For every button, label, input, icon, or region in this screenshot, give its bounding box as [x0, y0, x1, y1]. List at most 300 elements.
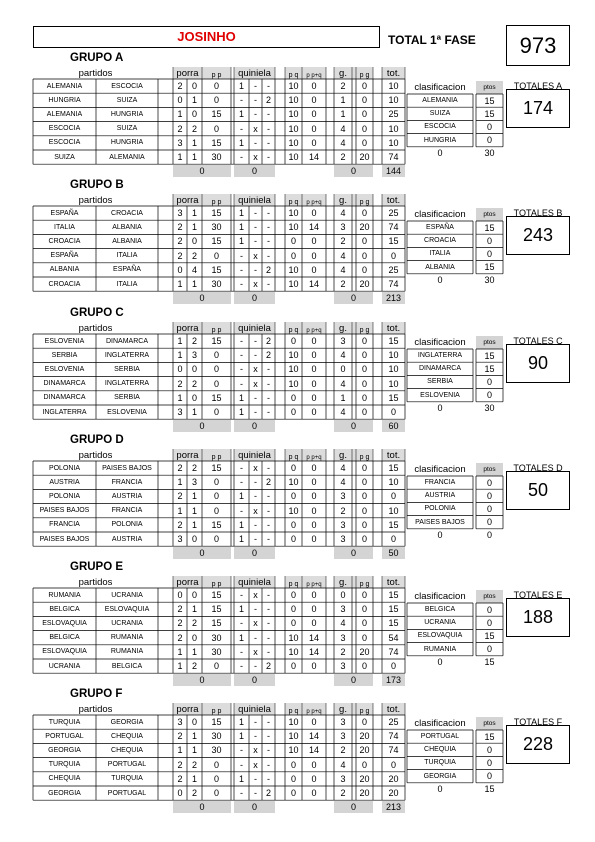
match-cell-pq: 0 [290, 534, 296, 545]
match-cell-pp: 15 [211, 463, 222, 474]
match-cell-tot: 25 [388, 109, 399, 120]
header-porra: porra [176, 577, 199, 588]
header-pg: p g [359, 72, 370, 79]
match-cell-quiniela-x: - [254, 264, 257, 275]
match-cell-away: ITALIA [116, 252, 138, 260]
match-cell-porra-home: 2 [177, 519, 183, 530]
group-c [0, 307, 595, 432]
match-cell-quiniela-1: 1 [238, 534, 244, 545]
match-cell-quiniela-x: x [253, 378, 258, 389]
match-cell-quiniela-1: 1 [238, 604, 244, 615]
match-cell-quiniela-2: - [267, 505, 270, 516]
match-cell-pq: 10 [288, 123, 299, 134]
match-cell-porra-home: 1 [177, 152, 183, 163]
header-ppq: p p+q [306, 73, 322, 79]
match-cell-quiniela-1: - [240, 788, 243, 799]
match-cell-porra-home: 0 [177, 590, 183, 601]
sum-g: 0 [334, 165, 373, 177]
match-cell-pg: 0 [361, 95, 367, 106]
match-cell-g: 3 [340, 731, 346, 742]
match-cell-away: TURQUIA [111, 775, 143, 783]
match-cell-porra-home: 1 [177, 109, 183, 120]
group-total-value: 50 [506, 471, 570, 510]
match-cell-ppq: 0 [311, 109, 317, 120]
match-cell-home: ESPAÑA [50, 209, 79, 217]
match-cell-ppq: 0 [311, 364, 317, 375]
match-cell-porra-home: 0 [177, 264, 183, 275]
clasificacion-team: ESLOVAQUIA [417, 632, 463, 640]
header-quiniela: quiniela [238, 323, 271, 334]
match-cell-quiniela-x: - [254, 137, 257, 148]
match-cell-porra-away: 1 [191, 95, 197, 106]
match-cell-pg: 20 [359, 222, 370, 233]
header-clasificacion: clasificacion [414, 591, 466, 602]
match-cell-pg: 0 [361, 590, 367, 601]
match-cell-pp: 15 [211, 392, 222, 403]
match-cell-home: ESLOVAQUIA [42, 619, 87, 627]
clasificacion-team: POLONIA [424, 505, 456, 513]
group-e [0, 561, 595, 686]
match-cell-quiniela-x: - [254, 236, 257, 247]
match-cell-ppq: 0 [311, 95, 317, 106]
match-cell-quiniela-x: x [253, 364, 258, 375]
totales-label: TOTALES B [513, 208, 563, 218]
match-cell-quiniela-1: - [240, 123, 243, 134]
sum-tot: 213 [382, 292, 405, 304]
clasificacion-team: SUIZA [429, 110, 451, 118]
match-cell-g: 1 [340, 95, 346, 106]
match-cell-tot: 0 [390, 534, 396, 545]
clasificacion-ptos: 15 [484, 731, 495, 742]
group-total-value: 90 [506, 344, 570, 383]
match-cell-home: CHEQUIA [48, 775, 81, 783]
match-cell-tot: 10 [388, 378, 399, 389]
match-cell-quiniela-2: - [267, 590, 270, 601]
match-cell-ppq: 0 [311, 250, 317, 261]
header-pg: p g [359, 454, 370, 461]
match-cell-quiniela-2: - [267, 208, 270, 219]
match-cell-pq: 10 [288, 208, 299, 219]
match-cell-pg: 0 [361, 477, 367, 488]
match-cell-porra-away: 2 [191, 123, 197, 134]
match-cell-quiniela-x: x [253, 152, 258, 163]
match-cell-porra-away: 0 [191, 534, 197, 545]
match-cell-pq: 0 [290, 336, 296, 347]
match-cell-home: ALEMANIA [46, 110, 83, 118]
header-porra: porra [176, 704, 199, 715]
match-cell-away: AUSTRIA [111, 492, 143, 500]
match-cell-pg: 0 [361, 336, 367, 347]
match-cell-pg: 0 [361, 505, 367, 516]
header-porra: porra [176, 450, 199, 461]
match-cell-pp: 30 [211, 731, 222, 742]
match-cell-pg: 0 [361, 208, 367, 219]
match-cell-g: 1 [340, 109, 346, 120]
match-cell-tot: 0 [390, 250, 396, 261]
match-cell-porra-away: 1 [191, 407, 197, 418]
match-cell-ppq: 0 [311, 392, 317, 403]
clasificacion-team: 0 [437, 403, 443, 414]
match-cell-porra-home: 2 [177, 378, 183, 389]
clasificacion-team: ESCOCIA [424, 123, 456, 131]
match-cell-pp: 0 [213, 378, 219, 389]
match-cell-g: 4 [340, 350, 346, 361]
match-cell-porra-away: 2 [191, 463, 197, 474]
sum-porra: 0 [173, 420, 231, 432]
match-cell-quiniela-x: x [253, 250, 258, 261]
clasificacion-ptos: 30 [484, 403, 495, 414]
header-pg: p g [359, 199, 370, 206]
group-a [0, 52, 595, 177]
match-cell-away: RUMANIA [110, 648, 144, 656]
match-cell-porra-home: 2 [177, 759, 183, 770]
match-cell-quiniela-x: - [254, 604, 257, 615]
match-cell-away: SERBIA [114, 394, 140, 402]
match-cell-pg: 0 [361, 236, 367, 247]
sum-quiniela: 0 [234, 674, 275, 686]
totales-label: TOTALES F [513, 717, 563, 727]
match-cell-tot: 10 [388, 137, 399, 148]
match-cell-g: 3 [340, 604, 346, 615]
match-cell-quiniela-2: - [267, 123, 270, 134]
match-cell-porra-home: 2 [177, 491, 183, 502]
match-cell-pg: 0 [361, 123, 367, 134]
match-cell-tot: 15 [388, 604, 399, 615]
match-cell-quiniela-x: - [254, 534, 257, 545]
match-cell-home: ITALIA [54, 223, 75, 231]
header-pp: p p [211, 708, 222, 715]
match-cell-quiniela-1: - [240, 378, 243, 389]
match-cell-quiniela-1: - [240, 477, 243, 488]
match-cell-g: 2 [340, 152, 346, 163]
match-cell-quiniela-2: 2 [265, 477, 271, 488]
match-cell-quiniela-1: - [240, 364, 243, 375]
header-ptos: ptos [476, 208, 503, 221]
match-cell-quiniela-1: 1 [238, 81, 244, 92]
match-cell-g: 3 [340, 773, 346, 784]
match-cell-quiniela-1: 1 [238, 208, 244, 219]
match-cell-quiniela-2: - [267, 152, 270, 163]
match-cell-quiniela-2: - [267, 463, 270, 474]
total-phase-value: 973 [506, 25, 570, 66]
total-phase-label: TOTAL 1ª FASE [388, 33, 476, 47]
match-cell-porra-home: 1 [177, 279, 183, 290]
match-cell-porra-home: 3 [177, 208, 183, 219]
match-cell-quiniela-x: - [254, 208, 257, 219]
header-pp: p p [211, 454, 222, 461]
match-cell-home: ESLOVENIA [44, 365, 85, 373]
match-cell-pq: 0 [290, 407, 296, 418]
match-cell-quiniela-2: 2 [265, 788, 271, 799]
header-ppq: p p+q [306, 709, 322, 715]
header-quiniela: quiniela [238, 68, 271, 79]
match-cell-porra-home: 2 [177, 250, 183, 261]
match-cell-away: CHEQUIA [111, 746, 143, 754]
match-cell-ppq: 0 [311, 264, 317, 275]
match-cell-pp: 30 [211, 745, 222, 756]
match-cell-home: BELGICA [49, 634, 80, 642]
clasificacion-team: FRANCIA [424, 479, 456, 487]
match-cell-g: 4 [340, 477, 346, 488]
match-cell-porra-away: 2 [191, 788, 197, 799]
match-cell-quiniela-2: 2 [265, 350, 271, 361]
match-cell-g: 4 [340, 759, 346, 770]
match-cell-ppq: 14 [308, 731, 319, 742]
clasificacion-ptos: 0 [486, 477, 492, 488]
match-cell-tot: 54 [388, 632, 399, 643]
match-cell-g: 3 [340, 519, 346, 530]
match-cell-g: 0 [340, 364, 346, 375]
match-cell-pp: 15 [211, 604, 222, 615]
header-pq: p q [288, 72, 299, 79]
header-pp: p p [211, 327, 222, 334]
match-cell-away: ESLOVAQUIA [104, 605, 150, 613]
match-cell-porra-away: 1 [191, 137, 197, 148]
match-cell-g: 3 [340, 632, 346, 643]
match-cell-porra-away: 0 [191, 364, 197, 375]
match-cell-quiniela-2: 2 [265, 264, 271, 275]
clasificacion-team: ESPAÑA [426, 224, 454, 232]
match-cell-quiniela-2: - [267, 250, 270, 261]
match-cell-g: 4 [340, 618, 346, 629]
clasificacion-ptos: 0 [486, 604, 492, 615]
match-cell-quiniela-1: - [240, 661, 243, 672]
match-cell-tot: 15 [388, 336, 399, 347]
match-cell-quiniela-2: - [267, 534, 270, 545]
match-cell-ppq: 0 [311, 759, 317, 770]
match-cell-pg: 0 [361, 137, 367, 148]
match-cell-quiniela-1: - [240, 463, 243, 474]
header-clasificacion: clasificacion [414, 464, 466, 475]
match-cell-quiniela-2: - [267, 519, 270, 530]
match-cell-pg: 0 [361, 364, 367, 375]
clasificacion-team: RUMANIA [423, 645, 457, 653]
match-cell-pq: 10 [288, 95, 299, 106]
match-cell-porra-away: 0 [191, 717, 197, 728]
match-cell-pg: 0 [361, 264, 367, 275]
player-name: JOSINHO [33, 26, 380, 48]
match-cell-pg: 0 [361, 661, 367, 672]
match-cell-pq: 10 [288, 717, 299, 728]
match-cell-home: UCRANIA [48, 662, 81, 670]
match-cell-pp: 30 [211, 222, 222, 233]
match-cell-tot: 15 [388, 618, 399, 629]
match-cell-ppq: 14 [308, 646, 319, 657]
match-cell-quiniela-1: 1 [238, 407, 244, 418]
match-cell-porra-away: 3 [191, 477, 197, 488]
match-cell-tot: 10 [388, 364, 399, 375]
match-cell-quiniela-x: - [254, 222, 257, 233]
match-cell-porra-away: 2 [191, 378, 197, 389]
header-ptos: ptos [476, 590, 503, 603]
match-cell-quiniela-1: - [240, 590, 243, 601]
match-cell-quiniela-1: 1 [238, 773, 244, 784]
match-cell-tot: 15 [388, 236, 399, 247]
match-cell-quiniela-2: - [267, 759, 270, 770]
clasificacion-ptos: 0 [486, 121, 492, 132]
match-cell-porra-home: 3 [177, 717, 183, 728]
match-cell-porra-home: 1 [177, 392, 183, 403]
match-cell-porra-home: 2 [177, 222, 183, 233]
match-cell-away: ESPAÑA [113, 266, 141, 274]
sum-quiniela: 0 [234, 801, 275, 813]
header-quiniela: quiniela [238, 577, 271, 588]
match-cell-pp: 0 [213, 250, 219, 261]
match-cell-porra-away: 1 [191, 604, 197, 615]
match-cell-porra-home: 2 [177, 632, 183, 643]
match-cell-porra-away: 1 [191, 745, 197, 756]
match-cell-g: 4 [340, 208, 346, 219]
match-cell-pp: 0 [213, 81, 219, 92]
match-cell-pp: 0 [213, 364, 219, 375]
match-cell-g: 4 [340, 407, 346, 418]
match-cell-quiniela-x: - [254, 407, 257, 418]
match-cell-pp: 15 [211, 109, 222, 120]
clasificacion-ptos: 0 [486, 617, 492, 628]
match-cell-g: 2 [340, 505, 346, 516]
match-cell-pp: 0 [213, 759, 219, 770]
match-cell-quiniela-2: - [267, 407, 270, 418]
match-cell-away: SERBIA [114, 365, 140, 373]
clasificacion-team: HUNGRIA [423, 136, 457, 144]
clasificacion-ptos: 0 [486, 744, 492, 755]
match-cell-home: POLONIA [48, 492, 81, 500]
match-cell-porra-away: 0 [191, 632, 197, 643]
match-cell-quiniela-2: - [267, 632, 270, 643]
clasificacion-ptos: 0 [486, 135, 492, 146]
match-cell-pg: 0 [361, 250, 367, 261]
match-cell-pp: 15 [211, 519, 222, 530]
clasificacion-ptos: 0 [486, 530, 492, 541]
match-cell-tot: 74 [388, 646, 399, 657]
clasificacion-team: DINAMARCA [418, 365, 461, 373]
match-cell-tot: 15 [388, 392, 399, 403]
header-partidos: partidos [78, 704, 113, 715]
clasificacion-team: CROACIA [424, 237, 456, 245]
match-cell-g: 2 [340, 81, 346, 92]
match-cell-pp: 0 [213, 491, 219, 502]
match-cell-pg: 0 [361, 519, 367, 530]
match-cell-porra-home: 2 [177, 773, 183, 784]
clasificacion-team: 0 [437, 275, 443, 286]
match-cell-porra-away: 4 [191, 264, 197, 275]
header-pq: p q [288, 199, 299, 206]
match-cell-quiniela-1: - [240, 350, 243, 361]
header-ptos: ptos [476, 81, 503, 94]
match-cell-porra-away: 0 [191, 109, 197, 120]
match-cell-pq: 10 [288, 137, 299, 148]
sum-porra: 0 [173, 547, 231, 559]
match-cell-quiniela-1: - [240, 264, 243, 275]
match-cell-quiniela-2: - [267, 109, 270, 120]
header-pg: p g [359, 708, 370, 715]
match-cell-porra-home: 2 [177, 618, 183, 629]
match-cell-ppq: 0 [311, 81, 317, 92]
match-cell-porra-away: 1 [191, 773, 197, 784]
header-partidos: partidos [78, 195, 113, 206]
match-cell-pg: 20 [359, 152, 370, 163]
match-cell-pq: 0 [290, 661, 296, 672]
match-cell-tot: 10 [388, 123, 399, 134]
match-cell-pg: 0 [361, 618, 367, 629]
match-cell-ppq: 0 [311, 336, 317, 347]
match-cell-quiniela-x: x [253, 646, 258, 657]
match-cell-quiniela-x: - [254, 109, 257, 120]
group-total-value: 174 [506, 89, 570, 128]
match-cell-ppq: 0 [311, 137, 317, 148]
clasificacion-ptos: 0 [486, 517, 492, 528]
group-f [0, 688, 595, 813]
group-title: GRUPO B [70, 179, 124, 191]
match-cell-porra-away: 2 [191, 661, 197, 672]
clasificacion-team: GEORGIA [423, 772, 457, 780]
group-title: GRUPO A [70, 52, 124, 64]
match-cell-porra-away: 1 [191, 646, 197, 657]
match-cell-pp: 15 [211, 336, 222, 347]
match-cell-pp: 30 [211, 152, 222, 163]
totales-label: TOTALES E [513, 590, 563, 600]
header-porra: porra [176, 323, 199, 334]
match-cell-pg: 0 [361, 407, 367, 418]
clasificacion-team: SERBIA [427, 378, 453, 386]
match-cell-porra-home: 1 [177, 336, 183, 347]
match-cell-porra-away: 1 [191, 208, 197, 219]
clasificacion-team: 0 [437, 784, 443, 795]
match-cell-home: ESLOVAQUIA [42, 648, 87, 656]
header-pq: p q [288, 327, 299, 334]
match-cell-ppq: 14 [308, 222, 319, 233]
match-cell-away: INGLATERRA [104, 351, 150, 359]
match-cell-ppq: 0 [311, 604, 317, 615]
match-cell-away: PORTUGAL [107, 761, 147, 769]
match-cell-quiniela-1: 1 [238, 731, 244, 742]
match-cell-pp: 0 [213, 407, 219, 418]
match-cell-quiniela-2: - [267, 236, 270, 247]
totales-label: TOTALES A [513, 81, 563, 91]
group-title: GRUPO C [70, 307, 124, 319]
match-cell-quiniela-2: - [267, 731, 270, 742]
match-cell-quiniela-2: - [267, 646, 270, 657]
header-tot: tot. [386, 450, 401, 461]
match-cell-pg: 0 [361, 109, 367, 120]
match-cell-g: 2 [340, 279, 346, 290]
match-cell-pq: 0 [290, 618, 296, 629]
match-cell-pq: 10 [288, 477, 299, 488]
match-cell-home: POLONIA [48, 464, 81, 472]
match-cell-home: AUSTRIA [49, 478, 80, 486]
match-cell-pg: 0 [361, 463, 367, 474]
match-cell-g: 4 [340, 123, 346, 134]
match-cell-home: ESCOCIA [48, 125, 81, 133]
match-cell-home: ALBANIA [49, 266, 80, 274]
match-cell-quiniela-x: x [253, 618, 258, 629]
match-cell-pg: 0 [361, 632, 367, 643]
match-cell-home: GEORGIA [48, 746, 81, 754]
match-cell-quiniela-x: x [253, 463, 258, 474]
match-cell-pp: 15 [211, 717, 222, 728]
sum-g: 0 [334, 801, 373, 813]
match-cell-quiniela-x: - [254, 491, 257, 502]
sum-quiniela: 0 [234, 165, 275, 177]
match-cell-ppq: 14 [308, 279, 319, 290]
match-cell-quiniela-x: - [254, 788, 257, 799]
header-clasificacion: clasificacion [414, 209, 466, 220]
match-cell-porra-home: 1 [177, 661, 183, 672]
clasificacion-team: ESLOVENIA [420, 391, 460, 399]
match-cell-quiniela-1: 1 [238, 717, 244, 728]
match-cell-home: CROACIA [48, 280, 81, 288]
match-cell-pq: 10 [288, 152, 299, 163]
